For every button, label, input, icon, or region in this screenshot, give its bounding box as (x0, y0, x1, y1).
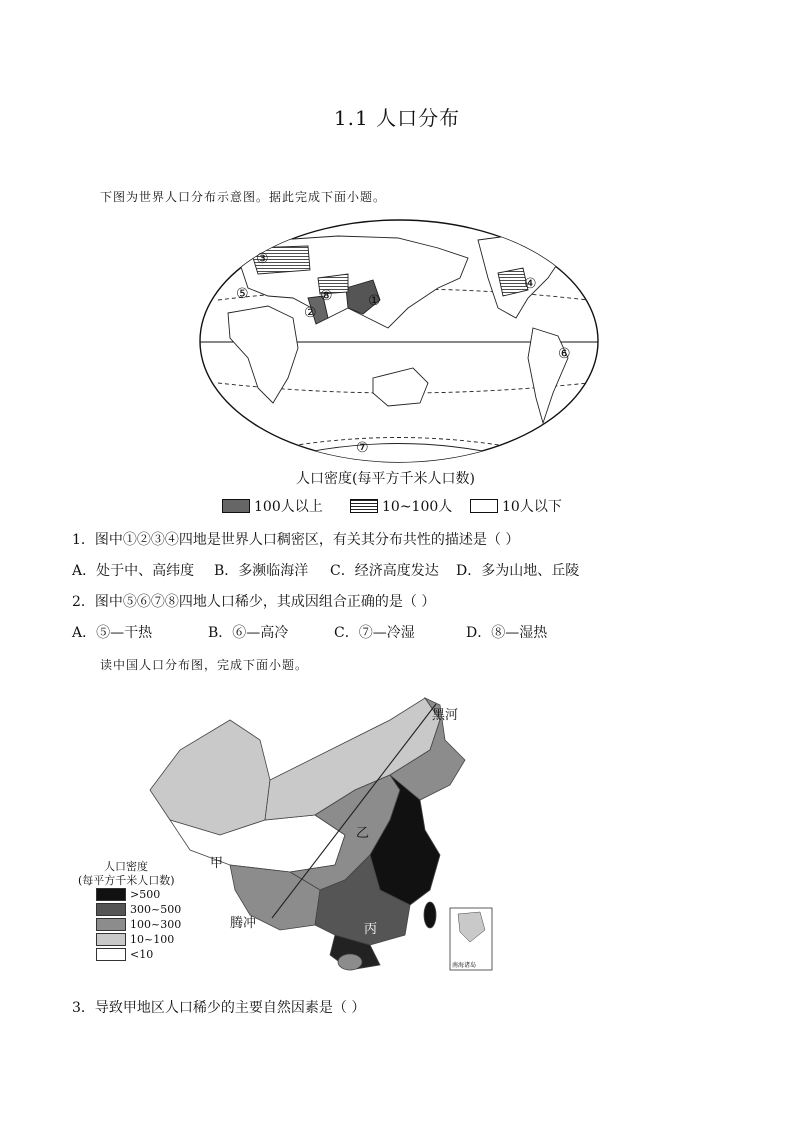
intro-china: 读中国人口分布图，完成下面小题。 (100, 658, 309, 672)
intro-world: 下图为世界人口分布示意图。据此完成下面小题。 (100, 190, 387, 204)
question-2: 2．图中⑤⑥⑦⑧四地人口稀少，其成因组合正确的是（ ） (72, 594, 436, 610)
marker-8: ⑧ (320, 288, 333, 304)
label-bing: 丙 (364, 922, 378, 937)
legend-swatch-medium (350, 499, 378, 513)
density-swatch (96, 918, 126, 931)
density-legend-item: 100~300 (96, 918, 181, 931)
marker-6: ⑥ (558, 346, 571, 362)
legend-swatch-dense (222, 499, 250, 513)
label-heihe: 黑河 (432, 708, 459, 723)
q1-option-d: D．多为山地、丘陵 (456, 563, 580, 579)
question-3: 3．导致甲地区人口稀少的主要自然因素是（ ） (72, 1000, 366, 1016)
china-legend-title2: (每平方千米人口数) (78, 874, 175, 887)
marker-4: ④ (524, 276, 537, 292)
density-legend-item: >500 (96, 888, 160, 901)
marker-2: ② (304, 305, 317, 321)
label-yi: 乙 (356, 826, 370, 841)
question-1: 1．图中①②③④四地是世界人口稠密区，有关其分布共性的描述是（ ） (72, 532, 520, 548)
density-swatch (96, 903, 126, 916)
q2-option-a: A．⑤—干热 (72, 625, 153, 641)
density-legend-item: <10 (96, 948, 153, 961)
marker-1: ① (368, 293, 381, 309)
china-population-map (140, 690, 500, 980)
world-population-map (198, 218, 600, 464)
legend-item-sparse: 10人以下 (470, 496, 562, 516)
inset-caption: 南海诸岛 (452, 962, 477, 969)
legend-swatch-sparse (470, 499, 498, 513)
legend-item-dense: 100人以上 (222, 496, 323, 516)
density-legend-item: 10~100 (96, 933, 174, 946)
q1-option-c: C．经济高度发达 (330, 563, 439, 579)
q2-option-c: C．⑦—冷湿 (334, 625, 415, 641)
q2-option-b: B．⑥—高冷 (208, 625, 289, 641)
density-swatch (96, 948, 126, 961)
world-legend-title: 人口密度(每平方千米人口数) (296, 471, 475, 487)
density-swatch (96, 933, 126, 946)
marker-7: ⑦ (356, 440, 369, 456)
label-jia: 甲 (210, 856, 224, 871)
china-legend-title1: 人口密度 (104, 860, 148, 873)
q1-option-a: A．处于中、高纬度 (72, 563, 195, 579)
label-tengchong: 腾冲 (230, 916, 257, 931)
q1-option-b: B．多濒临海洋 (214, 563, 309, 579)
density-swatch (96, 888, 126, 901)
legend-item-medium: 10~100人 (350, 496, 452, 516)
q2-option-d: D．⑧—湿热 (466, 625, 548, 641)
density-legend-item: 300~500 (96, 903, 181, 916)
marker-3: ③ (256, 251, 269, 267)
marker-5: ⑤ (236, 286, 249, 302)
page-title: 1.1 人口分布 (333, 106, 461, 130)
